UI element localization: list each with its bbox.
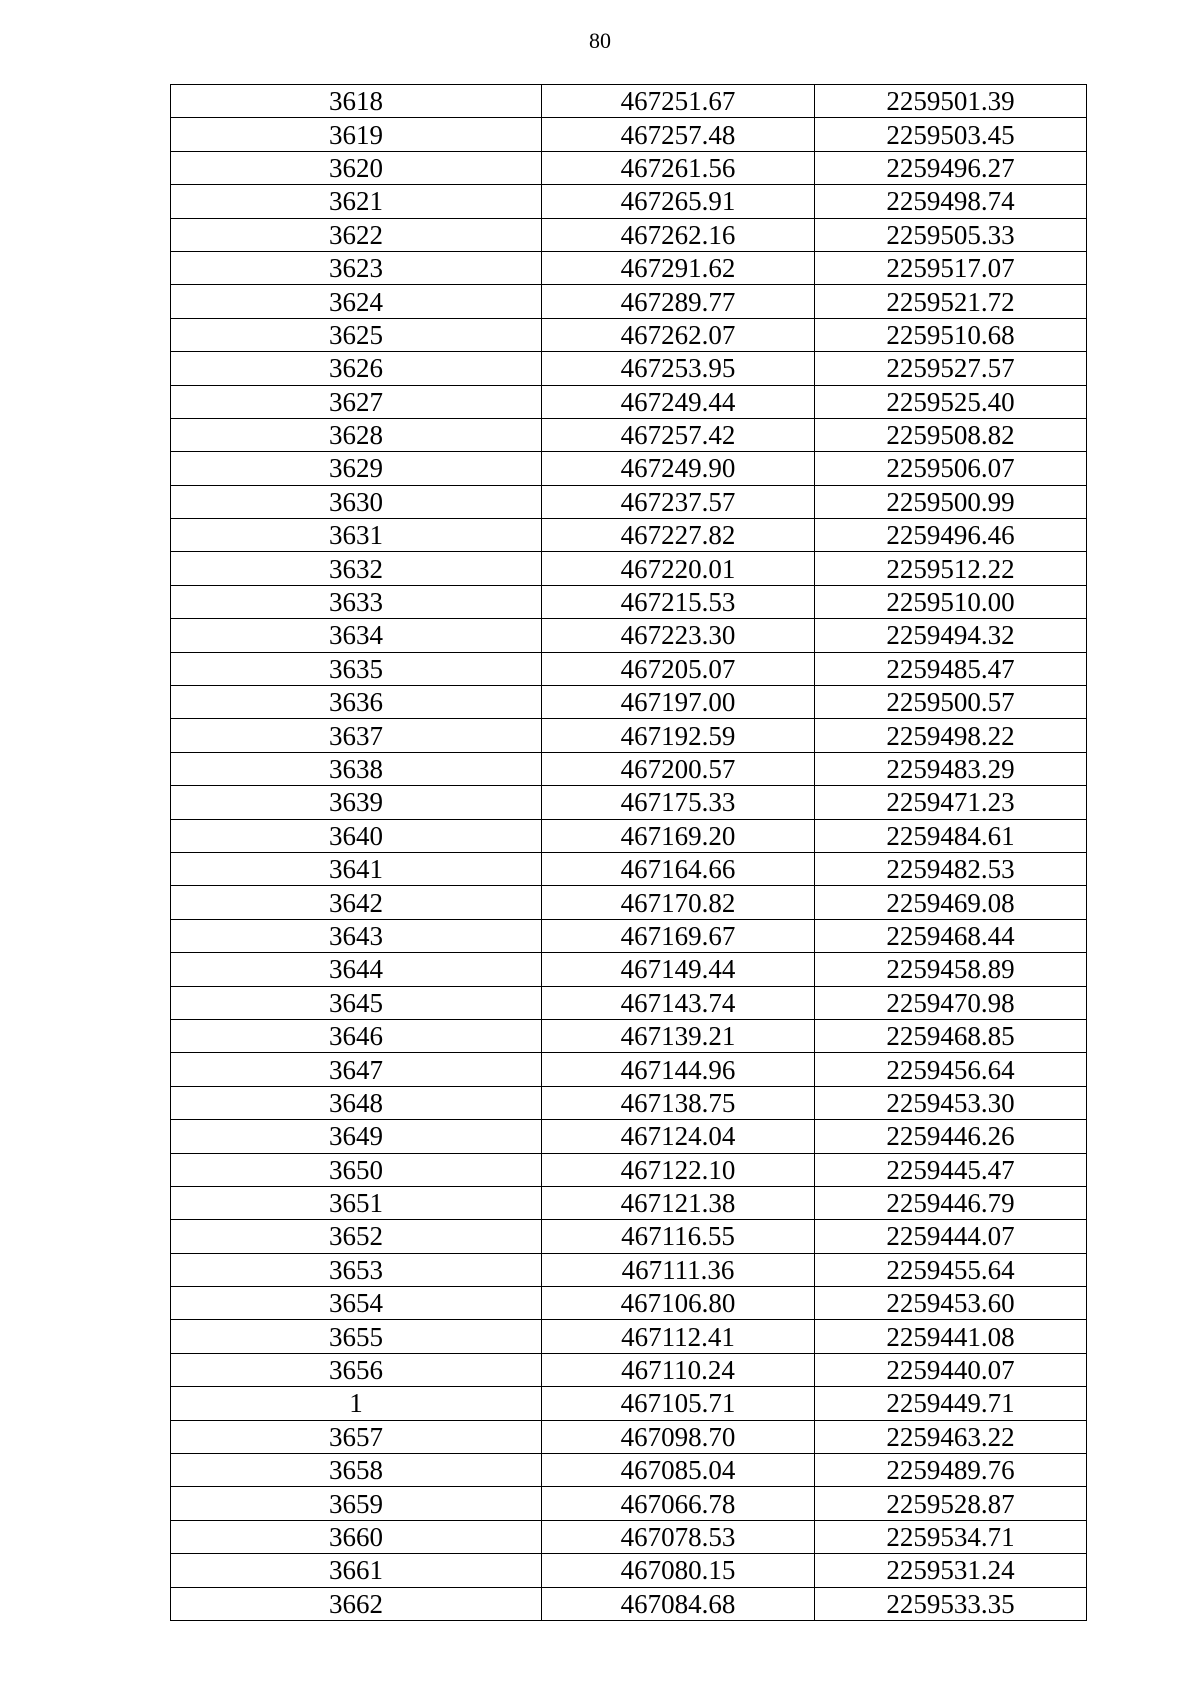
y-coordinate-cell: 2259517.07	[815, 251, 1087, 284]
table-row	[171, 919, 1087, 952]
y-coordinate-cell: 2259468.85	[815, 1019, 1087, 1052]
x-coordinate-cell: 467223.30	[542, 619, 815, 652]
y-coordinate-cell: 2259445.47	[815, 1153, 1087, 1186]
x-coordinate-cell: 467078.53	[542, 1520, 815, 1553]
table-row	[171, 786, 1087, 819]
table-row	[171, 85, 1087, 118]
y-coordinate-cell: 2259503.45	[815, 118, 1087, 151]
table-row	[171, 1587, 1087, 1620]
coordinates-table-body	[171, 85, 1087, 1621]
point-number-cell: 3657	[171, 1420, 542, 1453]
y-coordinate-cell: 2259482.53	[815, 852, 1087, 885]
y-coordinate-cell: 2259463.22	[815, 1420, 1087, 1453]
point-number-cell: 3623	[171, 251, 542, 284]
point-number-cell: 3626	[171, 352, 542, 385]
point-number-cell: 3638	[171, 752, 542, 785]
x-coordinate-cell: 467111.36	[542, 1253, 815, 1286]
x-coordinate-cell: 467080.15	[542, 1554, 815, 1587]
x-coordinate-cell: 467116.55	[542, 1220, 815, 1253]
y-coordinate-cell: 2259455.64	[815, 1253, 1087, 1286]
y-coordinate-cell: 2259444.07	[815, 1220, 1087, 1253]
y-coordinate-cell: 2259527.57	[815, 352, 1087, 385]
point-number-cell: 3648	[171, 1086, 542, 1119]
point-number-cell: 3633	[171, 585, 542, 618]
table-row	[171, 1086, 1087, 1119]
point-number-cell: 3631	[171, 519, 542, 552]
table-row	[171, 418, 1087, 451]
x-coordinate-cell: 467227.82	[542, 519, 815, 552]
x-coordinate-cell: 467066.78	[542, 1487, 815, 1520]
x-coordinate-cell: 467205.07	[542, 652, 815, 685]
table-row	[171, 218, 1087, 251]
table-row	[171, 318, 1087, 351]
point-number-cell: 3649	[171, 1120, 542, 1153]
point-number-cell: 3636	[171, 686, 542, 719]
point-number-cell: 3621	[171, 185, 542, 218]
point-number-cell: 3661	[171, 1554, 542, 1587]
x-coordinate-cell: 467139.21	[542, 1019, 815, 1052]
x-coordinate-cell: 467253.95	[542, 352, 815, 385]
y-coordinate-cell: 2259531.24	[815, 1554, 1087, 1587]
table-row	[171, 585, 1087, 618]
point-number-cell: 3658	[171, 1454, 542, 1487]
y-coordinate-cell: 2259484.61	[815, 819, 1087, 852]
table-row	[171, 285, 1087, 318]
x-coordinate-cell: 467124.04	[542, 1120, 815, 1153]
table-row	[171, 1053, 1087, 1086]
x-coordinate-cell: 467200.57	[542, 752, 815, 785]
y-coordinate-cell: 2259468.44	[815, 919, 1087, 952]
point-number-cell: 3643	[171, 919, 542, 952]
point-number-cell: 3653	[171, 1253, 542, 1286]
table-row	[171, 1487, 1087, 1520]
x-coordinate-cell: 467098.70	[542, 1420, 815, 1453]
y-coordinate-cell: 2259525.40	[815, 385, 1087, 418]
point-number-cell: 3654	[171, 1287, 542, 1320]
y-coordinate-cell: 2259508.82	[815, 418, 1087, 451]
y-coordinate-cell: 2259458.89	[815, 953, 1087, 986]
x-coordinate-cell: 467143.74	[542, 986, 815, 1019]
table-row	[171, 1454, 1087, 1487]
x-coordinate-cell: 467175.33	[542, 786, 815, 819]
point-number-cell: 3620	[171, 151, 542, 184]
y-coordinate-cell: 2259456.64	[815, 1053, 1087, 1086]
table-row	[171, 752, 1087, 785]
table-row	[171, 1554, 1087, 1587]
table-row	[171, 719, 1087, 752]
y-coordinate-cell: 2259449.71	[815, 1387, 1087, 1420]
x-coordinate-cell: 467106.80	[542, 1287, 815, 1320]
point-number-cell: 3639	[171, 786, 542, 819]
x-coordinate-cell: 467192.59	[542, 719, 815, 752]
point-number-cell: 3628	[171, 418, 542, 451]
x-coordinate-cell: 467251.67	[542, 85, 815, 118]
y-coordinate-cell: 2259453.60	[815, 1287, 1087, 1320]
table-row	[171, 151, 1087, 184]
y-coordinate-cell: 2259471.23	[815, 786, 1087, 819]
y-coordinate-cell: 2259506.07	[815, 452, 1087, 485]
point-number-cell: 3618	[171, 85, 542, 118]
table-row	[171, 819, 1087, 852]
y-coordinate-cell: 2259494.32	[815, 619, 1087, 652]
y-coordinate-cell: 2259510.68	[815, 318, 1087, 351]
table-row	[171, 986, 1087, 1019]
point-number-cell: 3660	[171, 1520, 542, 1553]
point-number-cell: 3662	[171, 1587, 542, 1620]
table-row	[171, 1387, 1087, 1420]
point-number-cell: 3624	[171, 285, 542, 318]
point-number-cell: 3640	[171, 819, 542, 852]
table-row	[171, 1320, 1087, 1353]
table-row	[171, 886, 1087, 919]
x-coordinate-cell: 467085.04	[542, 1454, 815, 1487]
point-number-cell: 3627	[171, 385, 542, 418]
x-coordinate-cell: 467112.41	[542, 1320, 815, 1353]
table-row	[171, 452, 1087, 485]
point-number-cell: 3634	[171, 619, 542, 652]
x-coordinate-cell: 467289.77	[542, 285, 815, 318]
point-number-cell: 3651	[171, 1186, 542, 1219]
table-row	[171, 1287, 1087, 1320]
point-number-cell: 3642	[171, 886, 542, 919]
y-coordinate-cell: 2259521.72	[815, 285, 1087, 318]
table-row	[171, 686, 1087, 719]
table-row	[171, 185, 1087, 218]
point-number-cell: 3652	[171, 1220, 542, 1253]
coordinates-table	[170, 84, 1087, 1621]
point-number-cell: 3650	[171, 1153, 542, 1186]
y-coordinate-cell: 2259510.00	[815, 585, 1087, 618]
table-row	[171, 953, 1087, 986]
y-coordinate-cell: 2259528.87	[815, 1487, 1087, 1520]
y-coordinate-cell: 2259496.46	[815, 519, 1087, 552]
point-number-cell: 3630	[171, 485, 542, 518]
x-coordinate-cell: 467197.00	[542, 686, 815, 719]
y-coordinate-cell: 2259496.27	[815, 151, 1087, 184]
x-coordinate-cell: 467257.42	[542, 418, 815, 451]
x-coordinate-cell: 467169.20	[542, 819, 815, 852]
x-coordinate-cell: 467170.82	[542, 886, 815, 919]
point-number-cell: 3644	[171, 953, 542, 986]
point-number-cell: 3622	[171, 218, 542, 251]
x-coordinate-cell: 467215.53	[542, 585, 815, 618]
table-row	[171, 485, 1087, 518]
point-number-cell: 1	[171, 1387, 542, 1420]
y-coordinate-cell: 2259500.57	[815, 686, 1087, 719]
table-row	[171, 519, 1087, 552]
y-coordinate-cell: 2259440.07	[815, 1353, 1087, 1386]
table-row	[171, 1420, 1087, 1453]
x-coordinate-cell: 467105.71	[542, 1387, 815, 1420]
y-coordinate-cell: 2259469.08	[815, 886, 1087, 919]
table-row	[171, 552, 1087, 585]
y-coordinate-cell: 2259501.39	[815, 85, 1087, 118]
table-row	[171, 1186, 1087, 1219]
x-coordinate-cell: 467265.91	[542, 185, 815, 218]
table-row	[171, 852, 1087, 885]
point-number-cell: 3655	[171, 1320, 542, 1353]
table-row	[171, 652, 1087, 685]
x-coordinate-cell: 467149.44	[542, 953, 815, 986]
x-coordinate-cell: 467249.90	[542, 452, 815, 485]
table-row	[171, 1019, 1087, 1052]
x-coordinate-cell: 467257.48	[542, 118, 815, 151]
table-row	[171, 118, 1087, 151]
table-row	[171, 1253, 1087, 1286]
y-coordinate-cell: 2259505.33	[815, 218, 1087, 251]
point-number-cell: 3635	[171, 652, 542, 685]
x-coordinate-cell: 467261.56	[542, 151, 815, 184]
x-coordinate-cell: 467262.07	[542, 318, 815, 351]
x-coordinate-cell: 467144.96	[542, 1053, 815, 1086]
y-coordinate-cell: 2259441.08	[815, 1320, 1087, 1353]
point-number-cell: 3632	[171, 552, 542, 585]
point-number-cell: 3641	[171, 852, 542, 885]
x-coordinate-cell: 467237.57	[542, 485, 815, 518]
table-row	[171, 1220, 1087, 1253]
y-coordinate-cell: 2259446.26	[815, 1120, 1087, 1153]
y-coordinate-cell: 2259489.76	[815, 1454, 1087, 1487]
point-number-cell: 3646	[171, 1019, 542, 1052]
point-number-cell: 3656	[171, 1353, 542, 1386]
y-coordinate-cell: 2259500.99	[815, 485, 1087, 518]
x-coordinate-cell: 467169.67	[542, 919, 815, 952]
page-number: 80	[589, 28, 611, 53]
y-coordinate-cell: 2259498.74	[815, 185, 1087, 218]
y-coordinate-cell: 2259485.47	[815, 652, 1087, 685]
x-coordinate-cell: 467138.75	[542, 1086, 815, 1119]
table-row	[171, 619, 1087, 652]
x-coordinate-cell: 467291.62	[542, 251, 815, 284]
table-row	[171, 385, 1087, 418]
table-row	[171, 1120, 1087, 1153]
point-number-cell: 3625	[171, 318, 542, 351]
table-row	[171, 352, 1087, 385]
point-number-cell: 3645	[171, 986, 542, 1019]
x-coordinate-cell: 467262.16	[542, 218, 815, 251]
x-coordinate-cell: 467084.68	[542, 1587, 815, 1620]
y-coordinate-cell: 2259483.29	[815, 752, 1087, 785]
table-row	[171, 1520, 1087, 1553]
y-coordinate-cell: 2259453.30	[815, 1086, 1087, 1119]
table-row	[171, 251, 1087, 284]
x-coordinate-cell: 467122.10	[542, 1153, 815, 1186]
x-coordinate-cell: 467164.66	[542, 852, 815, 885]
point-number-cell: 3619	[171, 118, 542, 151]
x-coordinate-cell: 467249.44	[542, 385, 815, 418]
x-coordinate-cell: 467110.24	[542, 1353, 815, 1386]
point-number-cell: 3647	[171, 1053, 542, 1086]
x-coordinate-cell: 467121.38	[542, 1186, 815, 1219]
point-number-cell: 3659	[171, 1487, 542, 1520]
table-row	[171, 1153, 1087, 1186]
y-coordinate-cell: 2259534.71	[815, 1520, 1087, 1553]
x-coordinate-cell: 467220.01	[542, 552, 815, 585]
point-number-cell: 3629	[171, 452, 542, 485]
y-coordinate-cell: 2259470.98	[815, 986, 1087, 1019]
table-row	[171, 1353, 1087, 1386]
y-coordinate-cell: 2259533.35	[815, 1587, 1087, 1620]
y-coordinate-cell: 2259446.79	[815, 1186, 1087, 1219]
y-coordinate-cell: 2259498.22	[815, 719, 1087, 752]
point-number-cell: 3637	[171, 719, 542, 752]
y-coordinate-cell: 2259512.22	[815, 552, 1087, 585]
